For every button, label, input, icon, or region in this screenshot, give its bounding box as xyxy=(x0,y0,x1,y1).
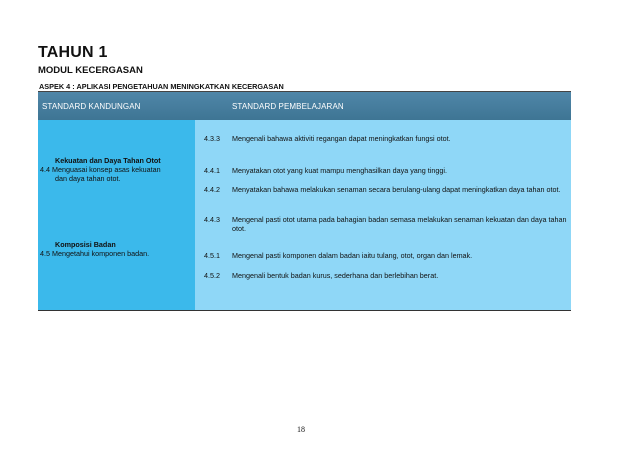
standards-table xyxy=(38,92,571,310)
content-standard-line: 4.4 Menguasai konsep asas kekuatan xyxy=(40,165,161,174)
learning-standard-code: 4.5.2 xyxy=(204,271,220,280)
aspect-heading: ASPEK 4 : APLIKASI PENGETAHUAN MENINGKATKAN KECERGASAN xyxy=(39,82,284,91)
content-standard-line: dan daya tahan otot. xyxy=(55,174,121,183)
learning-standard-text: Mengenali bahawa aktiviti regangan dapat meningkatkan fungsi otot. xyxy=(232,134,451,143)
table-bottom-rule xyxy=(38,310,571,311)
learning-standard-text: Mengenal pasti otot utama pada bahagian badan semasa melakukan senaman kekuatan dan daya tahan otot. xyxy=(232,215,567,233)
learning-standard-code: 4.4.2 xyxy=(204,185,220,194)
module-subtitle: MODUL KECERGASAN xyxy=(38,65,143,76)
learning-standard-code: 4.4.3 xyxy=(204,215,220,224)
header-learning-standard: STANDARD PEMBELAJARAN xyxy=(232,102,344,111)
learning-standard-code: 4.5.1 xyxy=(204,251,220,260)
page-number: 18 xyxy=(297,425,305,434)
learning-standard-code: 4.3.3 xyxy=(204,134,220,143)
table-header xyxy=(38,92,571,120)
learning-standard-text: Mengenali bentuk badan kurus, sederhana dan berlebihan berat. xyxy=(232,271,439,280)
learning-standard-code: 4.4.1 xyxy=(204,166,220,175)
learning-standard-text: Menyatakan otot yang kuat mampu menghasilkan daya yang tinggi. xyxy=(232,166,447,175)
page-title: TAHUN 1 xyxy=(38,44,108,61)
learning-standard-text: Mengenal pasti komponen dalam badan iaitu tulang, otot, organ dan lemak. xyxy=(232,251,473,260)
header-content-standard: STANDARD KANDUNGAN xyxy=(42,102,141,111)
content-standard-heading: Kekuatan dan Daya Tahan Otot xyxy=(55,156,161,165)
content-standard-column xyxy=(38,120,195,310)
learning-standard-column xyxy=(195,120,571,310)
learning-standard-text: Menyatakan bahawa melakukan senaman secara berulang-ulang dapat meningkatkan daya tahan otot. xyxy=(232,185,561,194)
content-standard-line: 4.5 Mengetahui komponen badan. xyxy=(40,249,150,258)
content-standard-heading: Komposisi Badan xyxy=(55,240,116,249)
